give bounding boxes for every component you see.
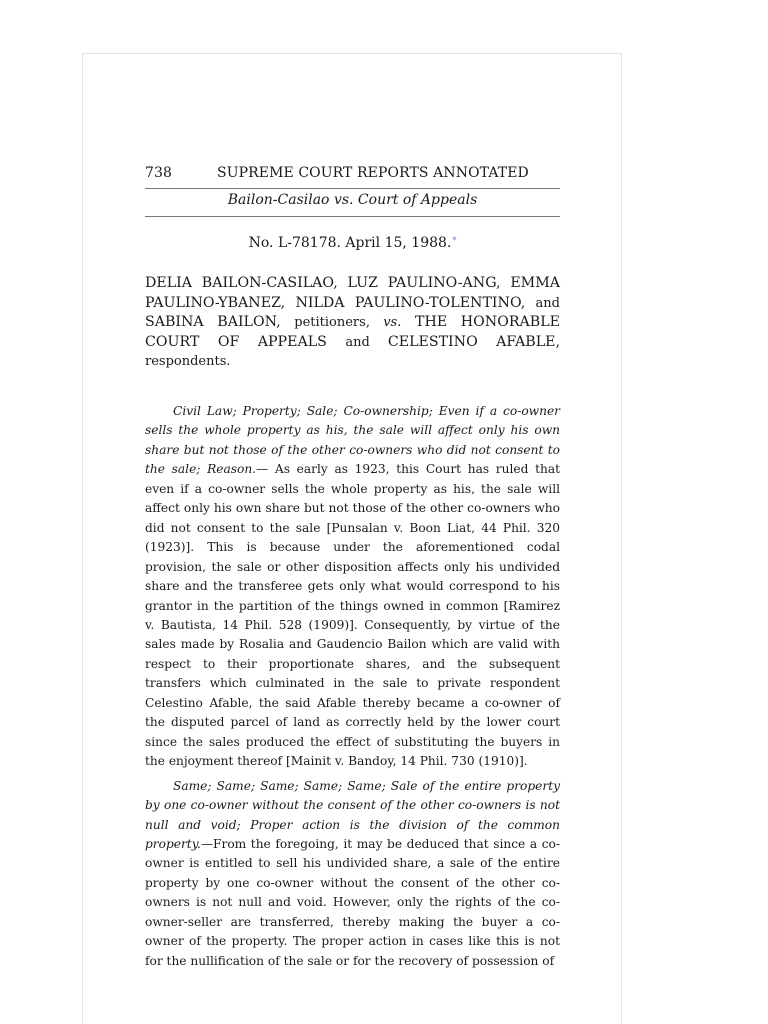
document-page xyxy=(82,53,622,1024)
petitioner-names: DELIA BAILON-CASILAO, LUZ PAULINO-ANG, EMMA PAULINO-YBANEZ, NILDA PAULINO-TOLENTINO, xyxy=(145,275,560,311)
syllabus-paragraph xyxy=(145,402,560,772)
conjunction-and: and xyxy=(535,295,560,311)
syllabus-text: —From the foregoing, it may be deduced that since a co-owner is entitled to sell his undivided share, a sale of the entire property by one co-owner without the consent of the other co-owners is not null and void. However, only the rights of the co-owner-seller are transferred, thereby making the buyer a co-owner of the property. The proper action in cases like this is not for the nullification of the sale or for the recovery of possession of xyxy=(145,836,560,968)
syllabus-body xyxy=(145,402,560,971)
journal-title: SUPREME COURT REPORTS ANNOTATED xyxy=(217,165,529,181)
petitioners-label: petitioners, xyxy=(294,315,384,331)
case-title xyxy=(145,190,560,217)
respondent-celestino: CELESTINO AFABLE, xyxy=(387,333,560,350)
conjunction-and-2: and xyxy=(345,334,388,350)
docket-text: No. L-78178. April 15, 1988. xyxy=(248,235,452,251)
syllabus-heading: Same; Same; Same; Same; Same; Sale of the entire property by one co-owner without the consent of the other co-owners is not null and void; Proper action is the division of the common property. xyxy=(145,778,560,851)
page-number: 738 xyxy=(145,165,173,181)
running-header xyxy=(145,164,560,189)
footnote-link[interactable]: * xyxy=(452,236,457,245)
respondents-label: respondents. xyxy=(145,354,231,370)
syllabus-paragraph xyxy=(145,777,560,972)
syllabus-heading: Civil Law; Property; Sale; Co-ownership; Even if a co-owner sells the whole property as his, the sale will affect only his own share but not those of the other co-owners who did not consent to the sale; Reason. xyxy=(145,404,560,477)
respondent-names: THE HONORABLE COURT OF APPEALS xyxy=(145,314,560,350)
case-title-text: Bailon-Casilao vs. Court of Appeals xyxy=(227,192,478,208)
parties-block xyxy=(145,274,560,372)
versus: vs. xyxy=(383,315,402,331)
docket-line xyxy=(145,233,560,253)
petitioner-sabina: SABINA BAILON, xyxy=(145,314,295,331)
syllabus-text: — As early as 1923, this Court has ruled that even if a co-owner sells the whole property as his, the sale will affect only his own share but not those of the other co-owners who did not consent to the sale [Punsalan v. Boon Liat, 44 Phil. 320 (1923)]. This is because under the aforementioned codal provision, the sale or other disposition affects only his undivided share and the transferee gets only what would correspond to his grantor in the partition of the things owned in common [Ramirez v. Bautista, 14 Phil. 528 (1909)]. Consequently, by virtue of the sales made by Rosalia and Gaudencio Bailon which are valid with respect to their proportionate shares, and the subsequent transfers which culminated in the sale to private respondent Celestino Afable, the said Afable thereby became a co-owner of the disputed parcel of land as correctly held by the lower court since the sales produced the effect of substituting the buyers in the enjoyment thereof [Mainit v. Bandoy, 14 Phil. 730 (1910)]. xyxy=(145,462,560,769)
